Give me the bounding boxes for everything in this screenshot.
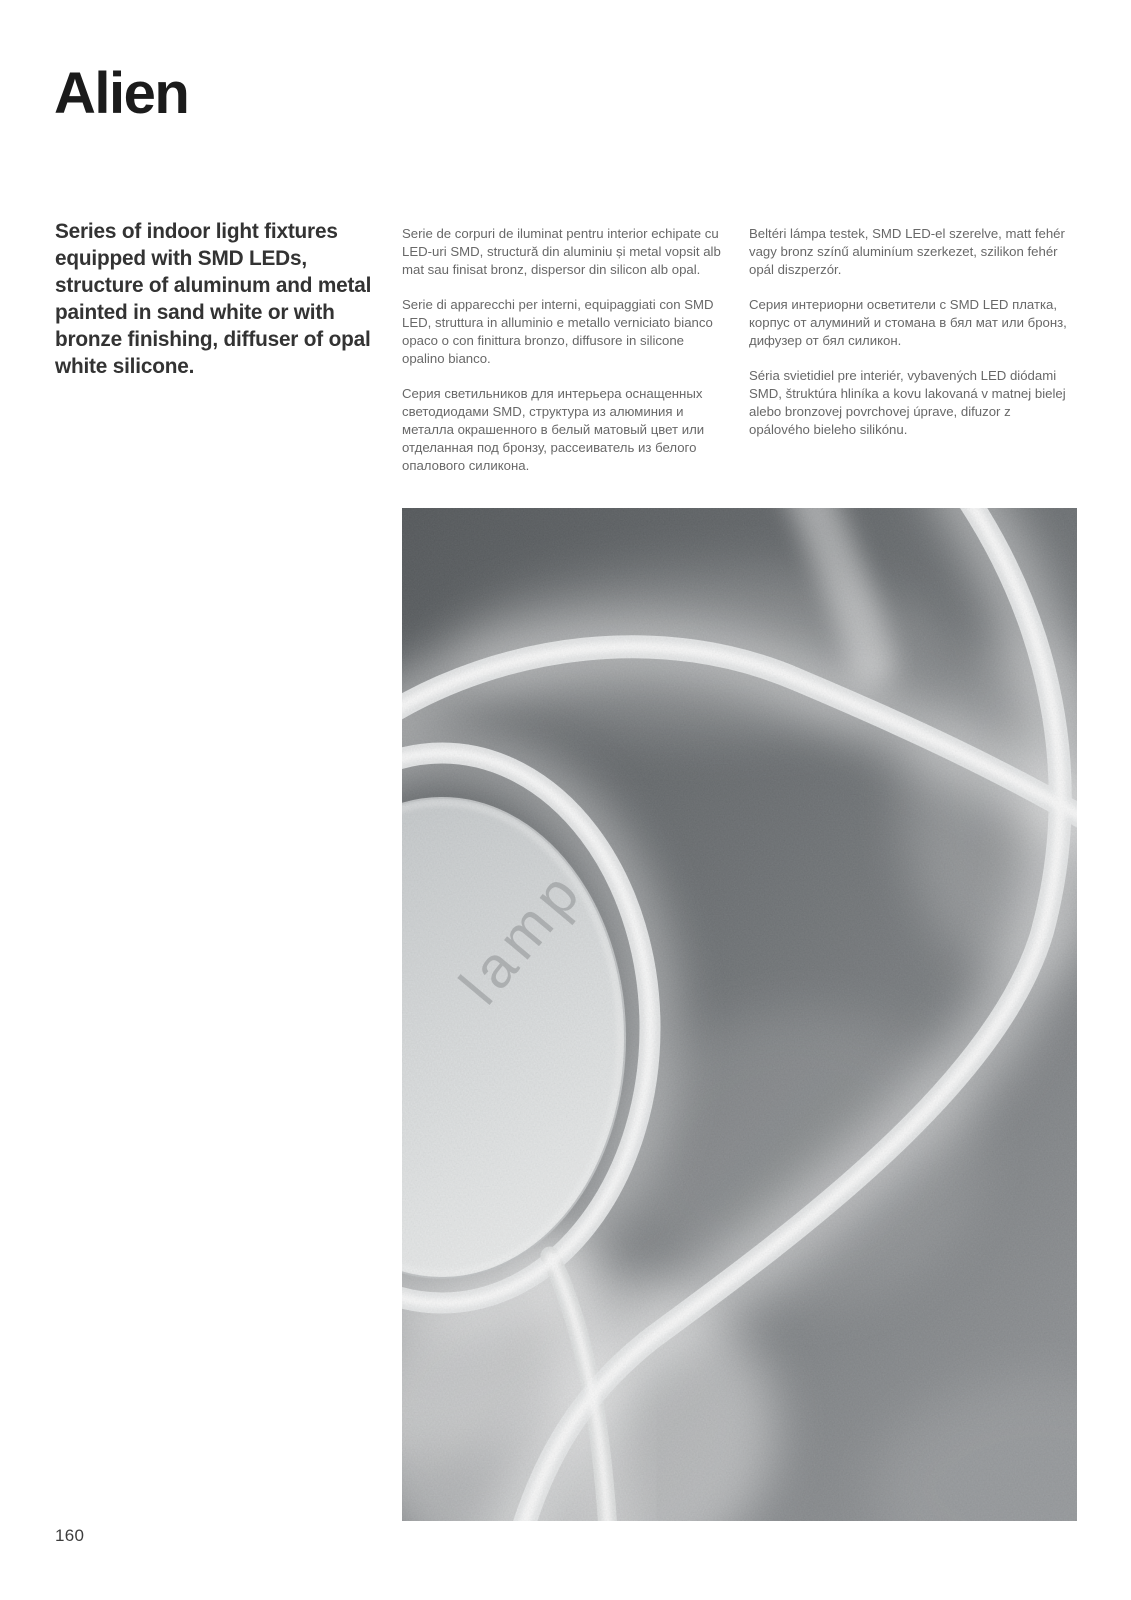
page-number: 160 — [55, 1526, 85, 1545]
paragraph-bulgarian: Серия интериорни осветители с SMD LED платка, корпус от алуминий и стомана в бял мат или бронз, дифузер от бял силикон. — [749, 297, 1067, 348]
page-title: Alien — [54, 61, 189, 126]
grain-overlay-dark — [402, 508, 1077, 1521]
paragraph-romanian: Serie de corpuri de iluminat pentru interior echipate cu LED-uri SMD, structură din aluminiu și metal vopsit alb mat sau finisat bronz, dispersor din silicon alb opal. — [402, 226, 721, 277]
paragraph-italian: Serie di apparecchi per interni, equipaggiati con SMD LED, struttura in alluminio e metallo verniciato bianco opaco o con finittura bronzo, diffusore in silicone opalino bianco. — [402, 297, 714, 366]
paragraph-slovak: Séria svietidiel pre interiér, vybavených LED diódami SMD, štruktúra hliníka a kovu lakovaná v matnej bielej alebo bronzovej povrchovej úprave, difuzor z opálového bieleho silikónu. — [749, 368, 1066, 437]
paragraph-hungarian: Beltéri lámpa testek, SMD LED-el szerelve, matt fehér vagy bronz színű aluminíum szerkezet, szilikon fehér opál diszperzór. — [749, 226, 1065, 277]
product-photo-canvas — [402, 508, 1077, 1521]
product-photo — [402, 508, 1077, 1521]
intro-text-en: Series of indoor light fixtures equipped with SMD LEDs, structure of aluminum and metal painted in sand white or with bronze finishing, diffuser of opal white silicone. — [55, 220, 372, 378]
paragraph-russian: Серия светильников для интерьера оснащенных светодиодами SMD, структура из алюминия и металла окрашенного в белый матовый цвет или отделанная под бронзу, рассеиватель из белого опалового силикона. — [402, 386, 705, 473]
watermark-text: lamp — [447, 856, 596, 1017]
translations-column-2 — [749, 225, 1069, 456]
translations-column-1 — [402, 225, 724, 492]
